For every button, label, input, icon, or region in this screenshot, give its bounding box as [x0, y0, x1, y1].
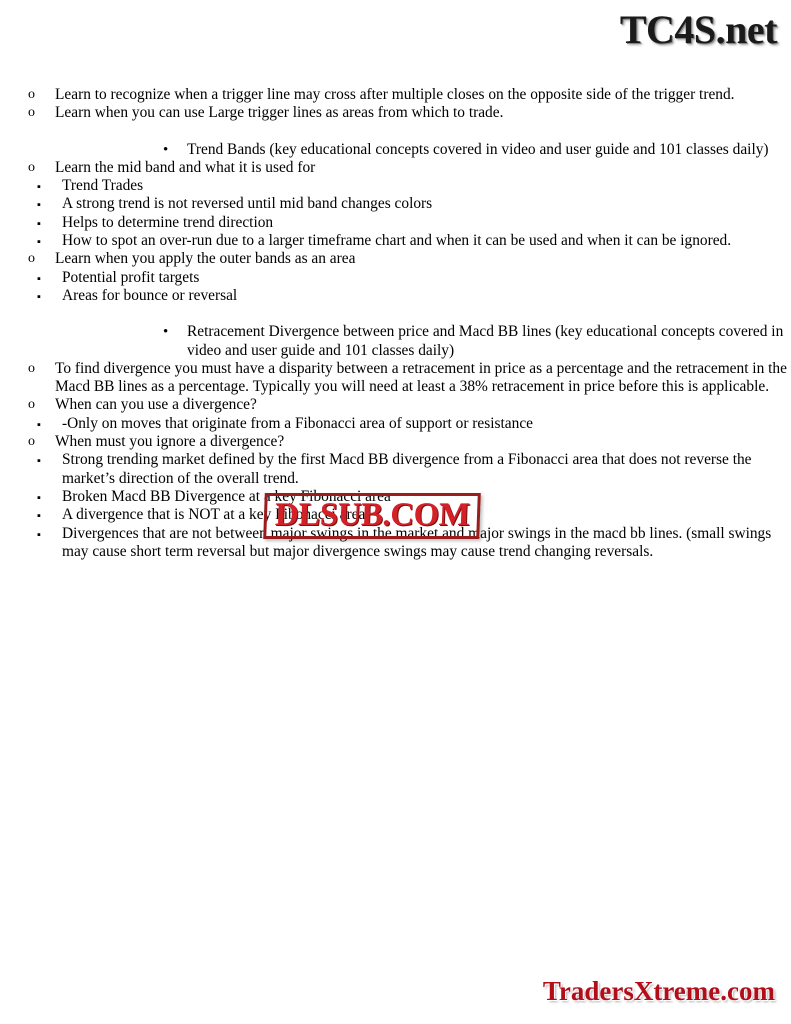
outline-item-text: Divergences that are not between major swings in the market and major swings in the macd bb lines. (small swings may cause short term reversal but major divergence swings may cause trend changing reversals.	[62, 524, 772, 560]
outline-item	[37, 269, 791, 287]
bullet-icon: ▪	[37, 510, 41, 523]
bullet-icon: o	[28, 434, 35, 450]
outline-item	[28, 360, 791, 397]
outline-list	[0, 86, 791, 561]
watermark-stamp: DLSUB.COM	[263, 493, 481, 539]
bullet-icon: o	[28, 397, 35, 413]
bullet-icon: ▪	[37, 491, 41, 504]
footer-site-logo: TradersXtreme.com	[542, 976, 775, 1006]
outline-item-text: Learn to recognize when a trigger line may cross after multiple closes on the opposite side of the trigger trend.	[55, 86, 735, 103]
bullet-icon: o	[28, 360, 35, 376]
outline-item-text: A strong trend is not reversed until mid band changes colors	[62, 195, 433, 213]
outline-item	[37, 177, 791, 195]
outline-item-text: Areas for bounce or reversal	[62, 286, 238, 304]
outline-item-text: Learn when you can use Large trigger lines as areas from which to trade.	[55, 104, 504, 122]
outline-item-text: Trend Trades	[62, 177, 144, 195]
outline-item-text: To find divergence you must have a disparity between a retracement in price as a percentage and the retracement in the Macd BB lines as a percentage. Typically you will need at least a 38% retracement in price before this is applicable.	[55, 359, 787, 396]
outline-item	[28, 396, 791, 414]
outline-item-text: Learn when you apply the outer bands as an area	[55, 250, 356, 268]
outline-item	[28, 86, 791, 104]
outline-item	[28, 250, 791, 268]
outline-item	[28, 104, 791, 122]
bullet-icon: ▪	[37, 236, 41, 249]
bullet-icon: o	[28, 159, 35, 175]
outline-item	[163, 141, 791, 159]
outline-item-text: Broken Macd BB Divergence at a key Fibonacci area	[62, 487, 391, 505]
bullet-icon: ▪	[37, 199, 41, 212]
outline-item	[37, 195, 791, 213]
document-body	[0, 86, 791, 561]
paragraph-spacer	[0, 305, 791, 323]
bullet-icon: •	[163, 324, 169, 341]
outline-item-text: When can you use a divergence?	[55, 396, 257, 414]
outline-item-text: Learn the mid band and what it is used for	[55, 158, 316, 176]
bullet-icon: ▪	[37, 217, 41, 230]
bullet-icon: •	[163, 141, 169, 158]
paragraph-spacer	[0, 123, 791, 141]
outline-item	[37, 287, 791, 305]
header-site-logo: TC4S.net	[619, 7, 777, 52]
outline-item-text: When must you ignore a divergence?	[55, 433, 285, 451]
bullet-icon: o	[28, 105, 35, 121]
outline-item	[28, 433, 791, 451]
outline-item	[37, 415, 791, 433]
outline-item-text: Strong trending market defined by the first Macd BB divergence from a Fibonacci area that does not reverse the market’s direction of the overall trend.	[62, 451, 752, 487]
bullet-icon: o	[28, 251, 35, 267]
bullet-icon: ▪	[37, 181, 41, 194]
bullet-icon: ▪	[37, 418, 41, 431]
bullet-icon: ▪	[37, 455, 41, 468]
outline-item-text: A divergence that is NOT at a key Fibonacci area	[62, 506, 366, 524]
outline-item	[28, 159, 791, 177]
outline-item	[163, 323, 791, 360]
outline-item-text: Trend Bands (key educational concepts covered in video and user guide and 101 classes daily)	[187, 140, 769, 158]
bullet-icon: ▪	[37, 290, 41, 303]
outline-item-text: -Only on moves that originate from a Fibonacci area of support or resistance	[62, 414, 533, 432]
bullet-icon: o	[28, 87, 35, 102]
outline-item	[37, 214, 791, 232]
outline-item	[37, 451, 791, 488]
bullet-icon: ▪	[37, 272, 41, 285]
outline-item	[37, 232, 791, 250]
bullet-icon: ▪	[37, 528, 41, 541]
outline-item-text: Helps to determine trend direction	[62, 213, 274, 231]
outline-item-text: How to spot an over-run due to a larger timeframe chart and when it can be used and when it can be ignored.	[62, 232, 732, 250]
outline-item-text: Retracement Divergence between price and Macd BB lines (key educational concepts covered in video and user guide and 101 classes daily)	[187, 323, 784, 359]
outline-item-text: Potential profit targets	[62, 268, 200, 286]
